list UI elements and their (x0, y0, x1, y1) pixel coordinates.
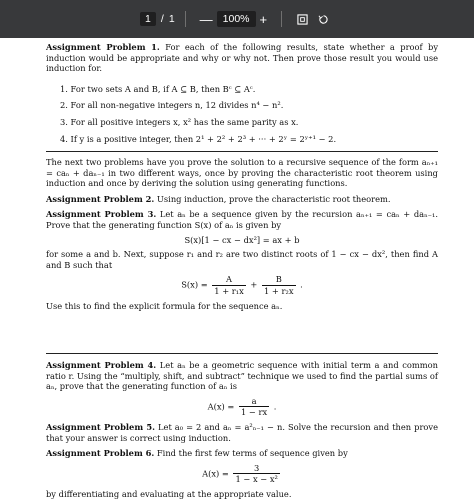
equation-partial-fractions (46, 274, 438, 296)
zoom-level[interactable]: 100% (217, 11, 256, 27)
zoom-in-button[interactable]: + (259, 11, 268, 27)
page-total: 1 (168, 13, 175, 25)
denominator: 1 + r₁x (214, 285, 244, 296)
equation-fibonacci-gf (46, 463, 438, 485)
numerator: A (212, 274, 245, 286)
problem-6 (46, 448, 438, 459)
fraction (239, 396, 269, 418)
section-3 (46, 360, 438, 500)
fraction (262, 274, 295, 296)
problem-3 (46, 209, 438, 230)
problem-4-title: Assignment Problem 4. (46, 360, 157, 370)
problem-3-title: Assignment Problem 3. (46, 209, 157, 220)
problem-6-text: Find the first few terms of sequence given by (156, 448, 348, 459)
section-divider (46, 353, 438, 354)
problem-1-title: Assignment Problem 1. (46, 42, 160, 52)
equation-lhs: S(x) = (181, 279, 208, 290)
section-2 (46, 157, 438, 311)
toolbar-divider (185, 11, 186, 27)
page-indicator (140, 12, 175, 26)
page-number-input[interactable]: 1 (140, 12, 156, 26)
list-item: 2. For all non-negative integers n, 12 divides n⁴ − n². (60, 100, 284, 111)
pdf-toolbar (0, 0, 474, 38)
equation-period: . (273, 401, 277, 412)
numerator: a (239, 396, 269, 408)
list-item: 1. For two sets A and B, if A ⊆ B, then Bᶜ ⊆ Aᶜ. (60, 83, 256, 94)
problem-2-title: Assignment Problem 2. (46, 193, 155, 204)
list-item: 3. For all positive integers x, x² has the same parity as x. (60, 116, 299, 127)
problem-4 (46, 360, 438, 392)
fraction (212, 274, 245, 296)
problem-4-text: Let aₙ be a geometric sequence with initial term a and common ratio r. Using the “multiply, shift, and subtract” technique we used to find the partial sums of aₙ, prove that the generating function of aₙ is (46, 360, 439, 392)
toolbar-divider (281, 11, 282, 27)
list-item: 4. If y is a positive integer, then 2¹ + 2² + 2³ + ··· + 2ʸ = 2ʸ⁺¹ − 2. (60, 133, 337, 144)
pdf-page (46, 38, 439, 499)
rotate-icon[interactable] (318, 14, 329, 25)
problem-1-list (60, 84, 438, 144)
equation-generating-function: S(x)[1 − cx − dx²] = ax + b (184, 234, 300, 245)
denominator: 1 − rx (240, 407, 268, 418)
problem-5-title: Assignment Problem 5. (46, 421, 156, 432)
problem-6-title: Assignment Problem 6. (46, 448, 155, 459)
problem-1 (46, 42, 438, 150)
problem-5-text: Let a₀ = 2 and aₙ = a²ₙ₋₁ − n. Solve the recursion and then prove that your answer is correct using induction. (46, 421, 439, 443)
problem-1-statement (46, 42, 438, 74)
problem-5 (46, 422, 438, 443)
equation-lhs: A(x) = (207, 401, 235, 412)
numerator: 3 (233, 463, 279, 475)
section-divider (46, 151, 438, 152)
denominator: 1 − x − x² (235, 474, 278, 485)
fit-page-icon[interactable] (297, 14, 308, 25)
numerator: B (262, 274, 295, 286)
equation-lhs: A(x) = (202, 468, 229, 479)
problem-3-roots-text: for some a and b. Next, suppose r₁ and r₂ are two distinct roots of 1 − cx − dx², then find A and B such that (46, 249, 438, 270)
equation-geometric (46, 396, 438, 418)
problem-3-closing: Use this to find the explicit formula for the sequence aₙ. (46, 300, 283, 311)
plus-sign: + (250, 279, 258, 290)
fraction (233, 463, 279, 485)
problem-2-text: Using induction, prove the characteristic root theorem. (156, 193, 391, 204)
recursion-intro: The next two problems have you prove the solution to a recursive sequence of the form aₙ₊₁ = caₙ + daₙ₋₁ in two different ways, once by proving the characteristic root theorem using induction and once by deriving the solution using generating functions. (46, 157, 438, 189)
problem-1-intro: For each of the following results, state whether a proof by induction would be appropriate and why or why not. Then prove those result you would use induction for. (46, 42, 439, 74)
problem-6-closing: by differentiating and evaluating at the appropriate value. (46, 488, 292, 499)
denominator: 1 + r₂x (264, 285, 294, 296)
equation-period: . (300, 279, 303, 290)
problem-3-text: Let aₙ be a sequence given by the recursion aₙ₊₁ = caₙ + daₙ₋₁. Prove that the generating function S(x) of aₙ is given by (46, 209, 439, 230)
zoom-out-button[interactable]: — (199, 11, 213, 27)
problem-2 (46, 194, 438, 205)
page-separator: / (160, 13, 164, 25)
